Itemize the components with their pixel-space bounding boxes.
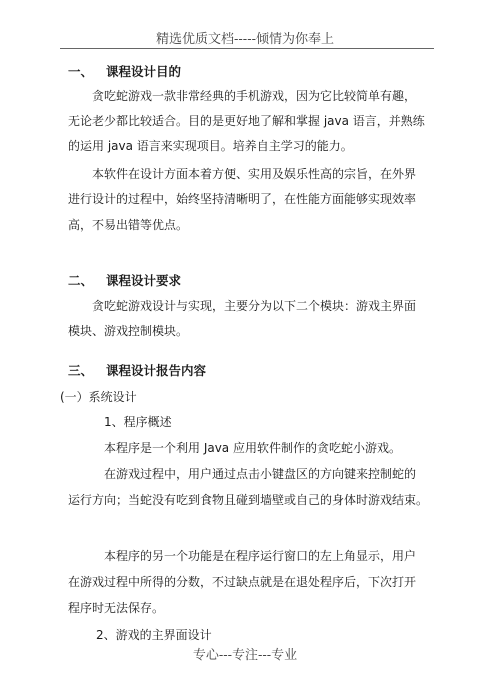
- section-1-number: 一、: [68, 64, 94, 79]
- item-heading: 2、游戏的主界面设计: [96, 628, 212, 642]
- paragraph-line: 贪吃蛇游戏一款非常经典的手机游戏，因为它比较简单有趣，: [92, 89, 417, 103]
- item-heading: 1、程序概述: [104, 415, 172, 429]
- paragraph-line: 高，不易出错等优点。: [68, 218, 189, 232]
- page-header: 精选优质文档-----倾情为你奉上: [156, 32, 334, 47]
- paragraph-line: 程序时无法保存。: [68, 601, 165, 615]
- paragraph-line: 进行设计的过程中，始终坚持清晰明了，在性能方面能够实现效率: [68, 192, 417, 206]
- paragraph-line: 本程序的另一个功能是在程序运行窗口的左上角显示，用户: [104, 549, 417, 563]
- paragraph-line: 贪吃蛇游戏设计与实现，主要分为以下二个模块：游戏主界面: [92, 299, 417, 313]
- paragraph-line: 的运用 java 语言来实现项目。培养自主学习的能力。: [68, 139, 353, 153]
- paragraph-line: 在游戏过程中所得的分数，不过缺点就是在退处程序后，下次打开: [68, 575, 417, 589]
- page-footer: 专心---专注---专业: [192, 648, 298, 663]
- subsection-heading: (一）系统设计: [60, 390, 137, 404]
- paragraph-line: 本程序是一个利用 Java 应用软件制作的贪吃蛇小游戏。: [104, 441, 401, 455]
- header-rule: [60, 48, 434, 49]
- section-2-title: 课程设计要求: [106, 273, 182, 288]
- section-2-number: 二、: [68, 273, 94, 288]
- section-1-heading: [68, 64, 181, 80]
- section-2-heading: [68, 273, 181, 289]
- paragraph-line: 本软件在设计方面本着方便、实用及娱乐性高的宗旨，在外界: [92, 167, 417, 181]
- paragraph-line: 运行方向；当蛇没有吃到食物且碰到墙壁或自己的身体时游戏结束。: [68, 493, 429, 507]
- section-1-title: 课程设计目的: [106, 64, 182, 79]
- section-3-title: 课程设计报告内容: [106, 363, 207, 378]
- section-3-heading: [68, 363, 206, 379]
- paragraph-line: 模块、游戏控制模块。: [68, 324, 189, 338]
- paragraph-line: 无论老少都比较适合。目的是更好地了解和掌握 java 语言，并熟练: [68, 114, 425, 128]
- section-3-number: 三、: [68, 363, 94, 378]
- paragraph-line: 在游戏过程中，用户通过点击小键盘区的方向键来控制蛇的: [104, 467, 417, 481]
